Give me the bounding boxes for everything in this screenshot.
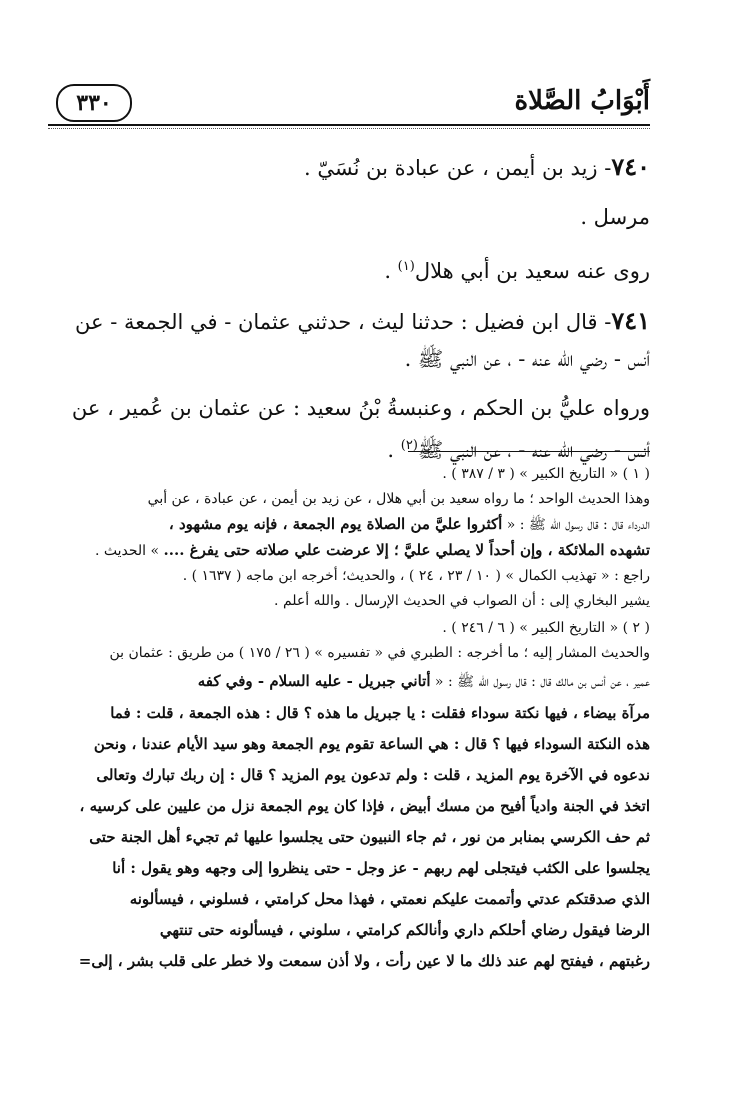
hadith-line: اتخذ في الجنة وادياً أفيح من مسك أبيض ، فإذا كان يوم الجمعة نزل من عليين على كرسيه ، [79, 797, 650, 815]
main-text [48, 148, 650, 481]
entry-line: ورواه عليُّ بن الحكم ، وعنبسةُ بْنُ سعيد : عن عثمان بن عُمير ، عن [71, 396, 650, 420]
header-rule [48, 124, 650, 126]
entry-number: ٧٤٠ [611, 152, 650, 181]
hadith-text: تشهده الملائكة ، وإن أحداً لا يصلي عليَّ ؛ إلا عرضت علي صلاته حتى يفرغ .... [163, 541, 650, 559]
footnote-line [48, 666, 650, 698]
entry-end: . [387, 438, 401, 462]
page-number: ٣٣٠ [56, 84, 132, 122]
footnote-2-body [48, 666, 650, 977]
footnote-text: عمير ، عن أنس بن مالك قال : قال رسول الله ﷺ : « [430, 674, 650, 690]
hadith-line: ندعوه في الآخرة يوم المزيد ، قلت : ولم تدعون يوم المزيد ؟ قال : إن ربك تبارك وتعالى [96, 766, 650, 784]
footnote-line: راجع : « تهذيب الكمال » ( ١٠ / ٢٣ ، ٢٤ ) ، والحديث؛ أخرجه ابن ماجه ( ١٦٣٧ ) . [182, 568, 650, 584]
hadith-line: مرآة بيضاء ، فيها نكتة سوداء فقلت : يا جبريل ما هذه ؟ قال : هذه الجمعة ، قلت : فما [110, 704, 650, 722]
hadith-line: يجلسوا على الكثب فيتجلى لهم ربهم - عز وجل - حتى ينظروا إلى وجهه وهو يقول : أنا [112, 859, 650, 877]
footnote-line: وهذا الحديث الواحد ؛ ما رواه سعيد بن أبي هلال ، عن زيد بن أيمن ، عن عبادة ، عن أبي [147, 491, 650, 507]
entry-number: ٧٤١ [611, 306, 650, 335]
entry-narrators [48, 248, 650, 290]
entry-741-variant [48, 390, 650, 469]
header-rule-dotted [48, 128, 650, 129]
entry-text: - زيد بن أيمن ، عن عبادة بن نُسَيّ . [304, 156, 612, 180]
footnote-ref-2[interactable]: (٢) [400, 438, 418, 453]
running-title: أَبْوَابُ الصَّلاة [514, 86, 650, 116]
hadith-line: الذي صدقتكم عدتي وأتممت عليكم نعمتي ، فهذا محل كرامتي ، فسلوني ، فيسألونه [129, 890, 650, 908]
footnote-1-head: ( ١ ) « التاريخ الكبير » ( ٣ / ٣٨٧ ) . [442, 466, 650, 482]
entry-line: أنس - رضي الله عنه - ، عن النبي ﷺ . [404, 347, 650, 371]
footnote-line [48, 512, 650, 538]
narrators-text: روى عنه سعيد بن أبي هلال [414, 259, 650, 283]
footnote-rule [408, 451, 650, 452]
hadith-line: الرضا فيقول رضاي أحلكم داري وأنالكم كرامتي ، سلوني ، فيسألونه حتى تنتهي [159, 921, 650, 939]
page [48, 78, 650, 970]
entry-end: . [384, 259, 398, 283]
entry-741 [48, 302, 650, 378]
footnote-line: والحديث المشار إليه ؛ ما أخرجه : الطبري في « تفسيره » ( ٢٦ / ١٧٥ ) من طريق : عثمان بن [109, 645, 650, 661]
page-header [48, 78, 650, 122]
hadith-line: هذه النكتة السوداء فيها ؟ قال : هي الساعة تقوم يوم الجمعة وهو سيد الأيام عندنا ، ونحن [93, 735, 650, 753]
footnotes [48, 460, 650, 977]
footnote-2-head: ( ٢ ) « التاريخ الكبير » ( ٦ / ٢٤٦ ) . [442, 620, 650, 636]
footnote-line [48, 538, 650, 564]
hadith-line: ثم حف الكرسي بمنابر من نور ، ثم جاء النبيون حتى يجلسوا عليها ثم تجيء أهل الجنة حتى [89, 828, 650, 846]
footnote-line: يشير البخاري إلى : أن الصواب في الحديث الإرسال . والله أعلم . [274, 593, 650, 609]
hadith-line: رغبتهم ، فيفتح لهم عند ذلك ما لا عين رأت ، ولا أذن سمعت ولا خطر على قلب بشر ، إلى= [78, 952, 650, 970]
hadith-text: أكثروا عليَّ من الصلاة يوم الجمعة ، فإنه يوم مشهود ، [168, 515, 503, 533]
entry-status: مرسل . [580, 205, 650, 229]
hadith-text: أتاني جبريل - عليه السلام - وفي كفه [197, 672, 431, 690]
entry-line: أنس - رضي الله عنه - ، عن النبي ﷺ [417, 438, 650, 462]
footnote-text: الدرداء قال : قال رسول الله ﷺ : « [502, 517, 650, 533]
entry-line: - قال ابن فضيل : حدثنا ليث ، حدثني عثمان - في الجمعة - عن [75, 310, 612, 334]
footnote-ref-1[interactable]: (١) [397, 259, 415, 274]
footnote-text: » الحديث . [94, 543, 164, 559]
entry-740 [48, 148, 650, 187]
